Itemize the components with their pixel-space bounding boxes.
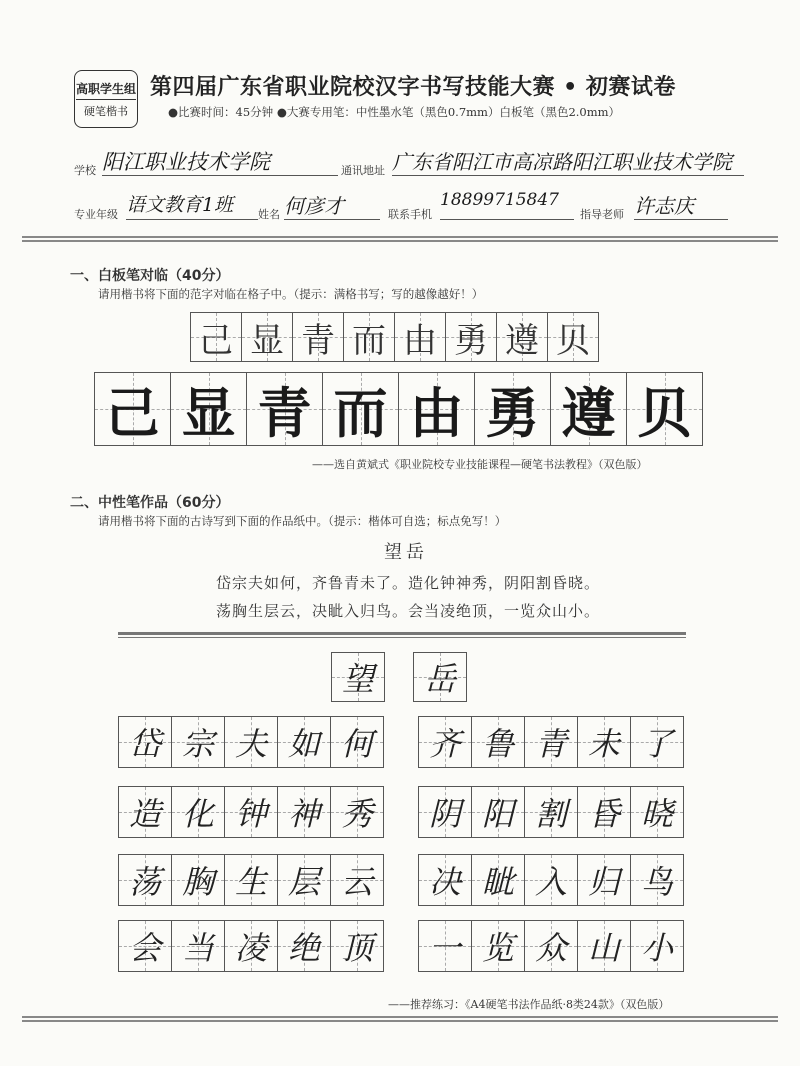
model-cell: 青 (292, 312, 344, 362)
address-label: 通讯地址 (341, 164, 385, 177)
phone-label: 联系手机 (388, 208, 432, 221)
work-row-2-right: 阴 阳 割 昏 晓 (418, 786, 684, 838)
badge-top: 高职学生组 (76, 80, 136, 100)
header-divider (22, 236, 778, 242)
major-label: 专业年级 (74, 208, 118, 221)
source-note: ——选自黄斌式《职业院校专业技能课程—硬笔书法教程》（双色版） (312, 458, 648, 471)
work-row-1-left: 岱 宗 夫 如 何 (118, 716, 384, 768)
recommend-note: ——推荐练习：《A4硬笔书法作品纸·8类24款》（双色版） (388, 998, 670, 1011)
practice-cell: 青 (246, 372, 323, 446)
address-value: 广东省阳江市高凉路阳江职业技术学院 (392, 146, 744, 176)
model-cell: 显 (241, 312, 293, 362)
practice-cell: 遵 (550, 372, 627, 446)
practice-cell: 贝 (626, 372, 703, 446)
work-row-4-left: 会 当 凌 绝 顶 (118, 920, 384, 972)
section1-title: 一、白板笔对临（40分） (70, 268, 230, 284)
name-value: 何彦才 (284, 190, 380, 220)
model-cell: 由 (394, 312, 446, 362)
name-label: 姓名 (258, 208, 280, 221)
section2-title: 二、中性笔作品（60分） (70, 495, 230, 511)
model-cell: 遵 (496, 312, 548, 362)
poem-title: 望岳 (384, 542, 428, 563)
model-cell: 而 (343, 312, 395, 362)
teacher-value: 许志庆 (634, 190, 728, 220)
section2-subtitle: 请用楷书将下面的古诗写到下面的作品纸中。（提示：楷体可自选；标点免写！） (98, 514, 507, 528)
badge-bottom: 硬笔楷书 (84, 104, 128, 118)
exam-info: ●比赛时间：45分钟 ●大赛专用笔：中性墨水笔（黑色0.7mm）白板笔（黑色2.0mm） (168, 105, 621, 119)
work-paper-top-border (118, 632, 686, 638)
work-title-cell-1: 望 (331, 652, 385, 702)
practice-cell: 由 (398, 372, 475, 446)
poem-line-1: 岱宗夫如何，齐鲁青未了。造化钟神秀，阴阳割昏晓。 (216, 574, 601, 592)
major-value: 语文教育1班 (126, 190, 258, 220)
model-cell: 勇 (445, 312, 497, 362)
group-badge (74, 70, 138, 128)
model-char-grid (190, 312, 599, 362)
practice-char-grid (94, 372, 703, 446)
practice-cell: 显 (170, 372, 247, 446)
work-title-cell-2: 岳 (413, 652, 467, 702)
work-row-3-left: 荡 胸 生 层 云 (118, 854, 384, 906)
practice-cell: 己 (94, 372, 171, 446)
practice-cell: 而 (322, 372, 399, 446)
work-row-3-right: 决 眦 入 归 鸟 (418, 854, 684, 906)
footer-divider (22, 1016, 778, 1022)
work-row-4-right: 一 览 众 山 小 (418, 920, 684, 972)
phone-value: 18899715847 (440, 190, 574, 220)
work-row-1-right: 齐 鲁 青 未 了 (418, 716, 684, 768)
teacher-label: 指导老师 (580, 208, 624, 221)
page-title: 第四届广东省职业院校汉字书写技能大赛 • 初赛试卷 (150, 75, 676, 100)
section1-subtitle: 请用楷书将下面的范字对临在格子中。（提示：满格书写；写的越像越好！） (98, 287, 484, 301)
school-value: 阳江职业技术学院 (102, 146, 338, 176)
model-cell: 贝 (547, 312, 599, 362)
model-cell: 己 (190, 312, 242, 362)
poem-line-2: 荡胸生层云，决眦入归鸟。会当凌绝顶，一览众山小。 (216, 602, 601, 620)
practice-cell: 勇 (474, 372, 551, 446)
work-row-2-left: 造 化 钟 神 秀 (118, 786, 384, 838)
school-label: 学校 (74, 164, 96, 177)
